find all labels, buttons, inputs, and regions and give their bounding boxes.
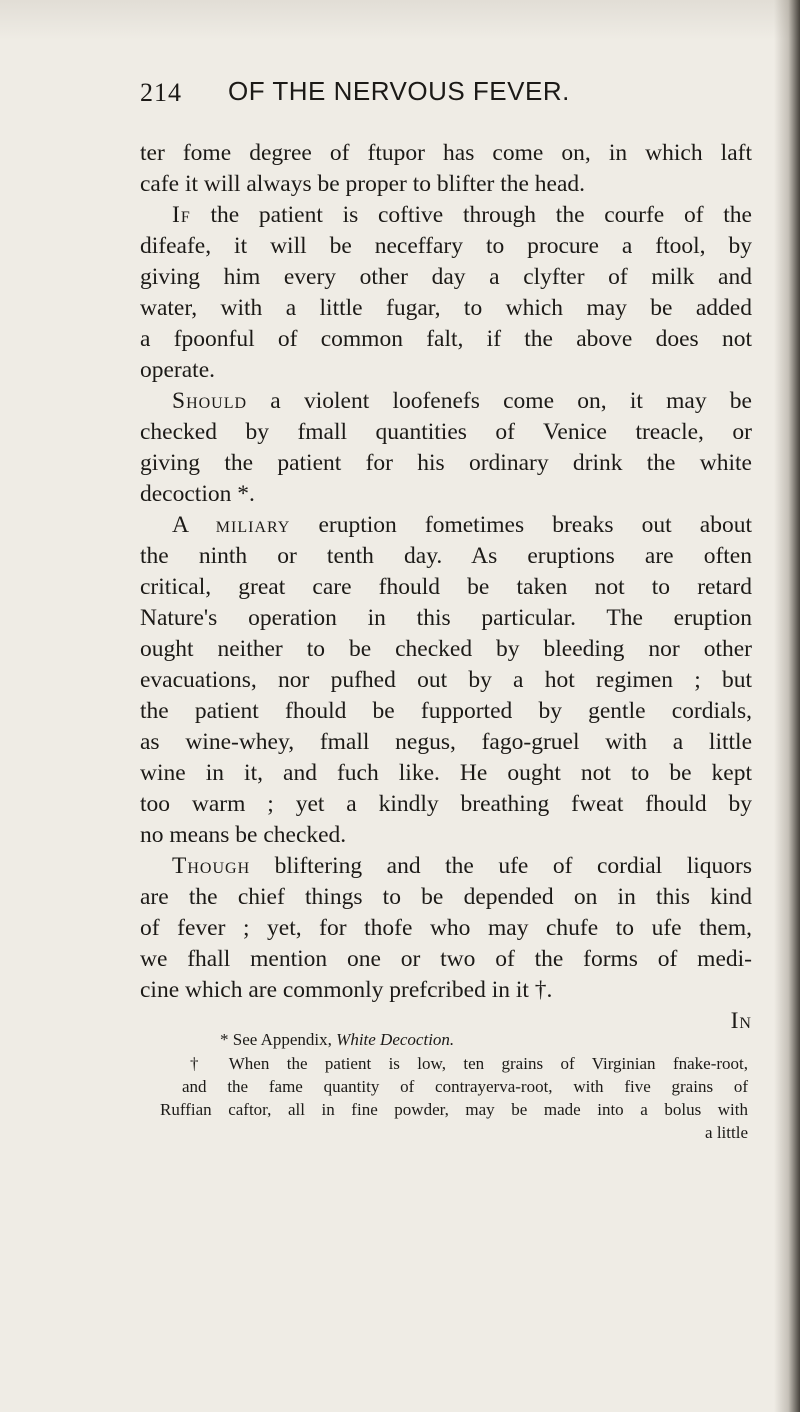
text-line: no means be checked. (140, 822, 347, 848)
text-line: the patient fhould be fupported by gentle cordials, (140, 698, 752, 724)
text-run: bliftering and the ufe of cordial liquors (250, 853, 752, 879)
footnote-2-line: † When the patient is low, ten grains of Virginian fnake-root, (190, 1054, 748, 1073)
footnote-2-line: Ruffian caftor, all in fine powder, may be made into a bolus with (160, 1100, 748, 1119)
text-line: ought neither to be checked by bleeding nor other (140, 636, 752, 662)
footnote-1 (220, 1028, 748, 1051)
text-line: Nature's operation in this particular. The eruption (140, 605, 752, 631)
running-title: OF THE NERVOUS FEVER. (228, 76, 570, 106)
text-line: wine in it, and fuch like. He ought not to be kept (140, 760, 752, 786)
text-line: the ninth or tenth day. As eruptions are often (140, 543, 752, 569)
text-line: water, with a little fugar, to which may be added (140, 295, 752, 321)
text-line: as wine-whey, fmall negus, fago-gruel with a little (140, 729, 752, 755)
text-line: difeafe, it will be neceffary to procure a ftool, by (140, 233, 752, 259)
text-line: giving the patient for his ordinary drink the white (140, 450, 752, 476)
text-line: critical, great care fhould be taken not to retard (140, 574, 752, 600)
text-line: are the chief things to be depended on in this kind (140, 884, 752, 910)
paragraph-start (172, 200, 752, 231)
text-line: decoction *. (140, 481, 255, 507)
text-run: eruption fometimes breaks out about (290, 512, 752, 538)
text-line: checked by fmall quantities of Venice treacle, or (140, 419, 752, 445)
page-edge-binding (774, 0, 800, 1412)
text-line: giving him every other day a clyfter of milk and (140, 264, 752, 290)
footnote-1-text: * See Appendix, (220, 1030, 337, 1049)
lead-word: Should (172, 388, 248, 414)
text-line: too warm ; yet a kindly breathing fweat fhould by (140, 791, 752, 817)
text-run: the patient is coftive through the courfe of the (190, 202, 752, 228)
lead-word: miliary (215, 512, 291, 538)
text-line: ter fome degree of ftupor has come on, in which laft (140, 140, 752, 166)
paragraph-start (172, 851, 752, 882)
lead-word: Though (172, 853, 251, 879)
text-line: a fpoonful of common falt, if the above does not (140, 326, 752, 352)
page-number: 214 (140, 78, 182, 107)
text-run: a violent loofenefs come on, it may be (247, 388, 752, 414)
catchword: In (730, 1008, 752, 1034)
text-line: cafe it will always be proper to blifter the head. (140, 171, 586, 197)
text-line: evacuations, nor pufhed out by a hot regimen ; but (140, 667, 752, 693)
footnote-1-reference: White Decoction. (336, 1030, 455, 1049)
footnote-2-line: and the fame quantity of contrayerva-root, with five grains of (182, 1077, 748, 1096)
text-line: of fever ; yet, for thofe who may chufe to ufe them, (140, 915, 752, 941)
lead-word: If (172, 202, 191, 228)
paragraph-start (172, 386, 752, 417)
text-line: cine which are commonly prefcribed in it †. (140, 977, 553, 1003)
paragraph-start (172, 510, 752, 541)
text-line: we fhall mention one or two of the forms of medi- (140, 946, 752, 972)
lead-article: A (172, 512, 216, 538)
footnote-catchword: a little (705, 1123, 748, 1142)
text-line: operate. (140, 357, 216, 383)
page-edge-top (0, 0, 800, 40)
running-header (140, 70, 700, 110)
